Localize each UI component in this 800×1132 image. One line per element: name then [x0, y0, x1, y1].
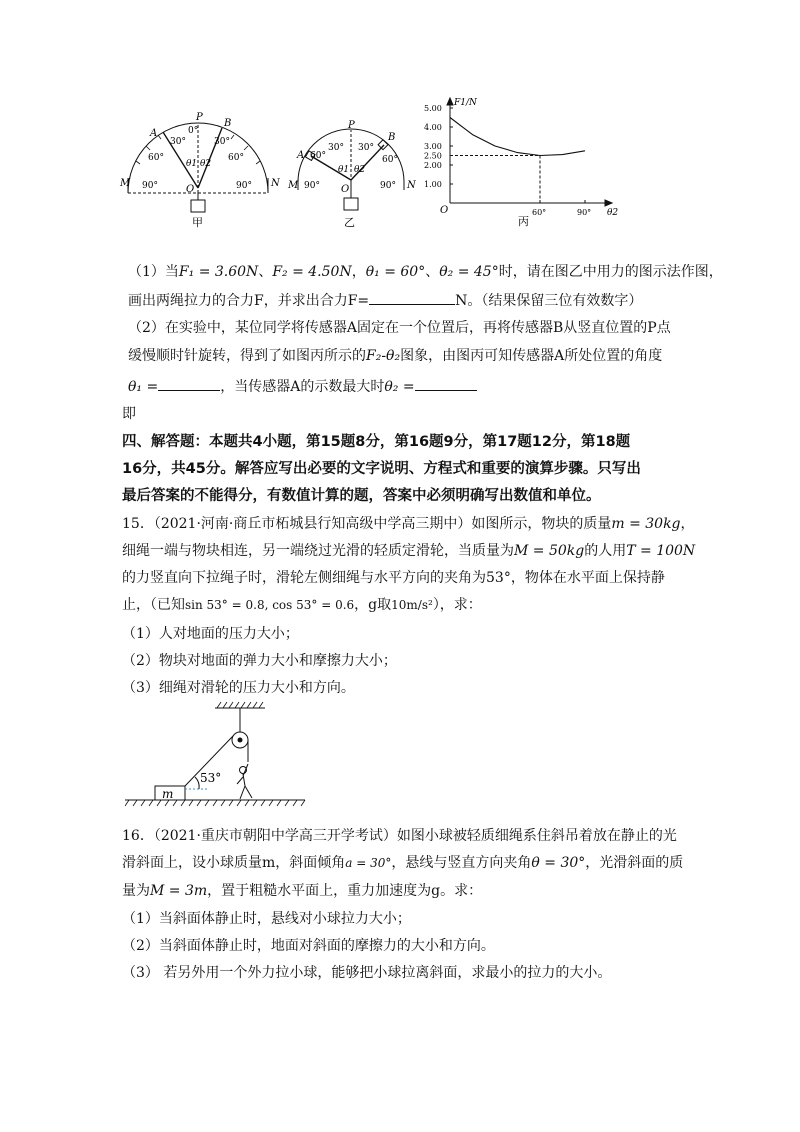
text: 的人用 — [584, 543, 627, 559]
label-M: M — [120, 178, 131, 189]
figure-yi — [286, 120, 416, 235]
chart-ytick-label: 4.00 — [424, 123, 442, 132]
label-A: A — [297, 150, 305, 161]
text: ），求： — [432, 597, 482, 613]
chart-xlabel: θ2 — [607, 208, 619, 218]
label-O: O — [341, 184, 350, 195]
q15-sub1: （1）人对地面的压力大小； — [122, 626, 299, 642]
formula-theta2: θ₂ = — [384, 379, 415, 395]
label-block-m: m — [162, 787, 174, 801]
q14-part1-line2 — [128, 290, 642, 311]
text: 画出两绳拉力的合力F，并求出合力F= — [128, 293, 370, 309]
formula-graph: F₂-θ₂ — [366, 348, 401, 364]
section4-line1: 四、解答题：本题共4小题，第15题8分，第16题9分，第17题12分，第18题 — [122, 434, 631, 450]
q16-line3 — [122, 881, 482, 901]
q15-line3 — [122, 568, 665, 588]
chart-series-line — [450, 118, 585, 156]
text: 止，（已知 — [122, 597, 185, 613]
label-30-right: 30° — [358, 143, 374, 153]
text: 图象，由图丙可知传感器A所处位置的角度 — [400, 348, 663, 364]
label-60-left: 60° — [148, 153, 164, 163]
caption-yi: 乙 — [344, 216, 355, 229]
q14-part2-line1: （2）在实验中，某位同学将传感器A固定在一个位置后，再将传感器B从竖直位置的P点 — [128, 320, 671, 336]
answer-blank-F[interactable] — [369, 290, 455, 305]
text: ， — [680, 516, 695, 532]
label-N: N — [407, 180, 416, 191]
text: 缓慢顺时针旋转，得到了如图丙所示的 — [128, 348, 366, 364]
label-30-left: 30° — [328, 143, 344, 153]
text: 、 — [425, 264, 440, 280]
chart-xtick-label: 90° — [577, 208, 592, 217]
figure-bing-chart — [420, 95, 620, 233]
label-theta2: θ2 — [354, 165, 366, 175]
chart-ylabel: F1/N — [454, 98, 477, 108]
text: 细绳一端与物块相连，另一端绕过光滑的轻质定滑轮，当质量为 — [122, 543, 514, 559]
text: ，物体在水平面上保持静 — [510, 570, 665, 586]
formula-angle: 53° — [486, 570, 511, 586]
label-P: P — [196, 112, 203, 123]
chart-origin: O — [440, 205, 449, 216]
label-60-left: 60° — [310, 151, 326, 161]
stray-char: 即 — [122, 406, 136, 422]
formula-theta1: θ₁ = 60° — [365, 264, 426, 280]
text: 的力竖直向下拉绳子时，滑轮左侧细绳与水平方向的夹角为 — [122, 570, 486, 586]
formula-F2: F₂ = 4.50N — [272, 264, 352, 280]
chart-ytick-label: 2.50 — [424, 151, 442, 161]
chart-ytick-label: 2.00 — [424, 161, 442, 170]
text: （1）当 — [128, 264, 179, 280]
label-zero: 0° — [188, 126, 199, 136]
q14-part2-line3 — [128, 376, 477, 397]
q16-line2 — [122, 853, 683, 873]
label-30-left: 30° — [170, 137, 186, 147]
text: ，光滑斜面的质 — [585, 855, 684, 871]
formula-incline-angle: a = 30° — [345, 856, 392, 870]
q16-line1: 16．（2021·重庆市朝阳中学高三开学考试）如图小球被轻质细绳系住斜吊着放在静止的光 — [122, 828, 677, 844]
q15-line4 — [122, 595, 482, 615]
label-theta1: θ1 — [338, 165, 350, 175]
answer-blank-theta1[interactable] — [158, 376, 220, 391]
label-90-left: 90° — [304, 181, 320, 191]
section4-line2: 16分，共45分。解答应写出必要的文字说明、方程式和重要的演算步骤。只写出 — [122, 461, 641, 477]
q15-sub3: （3）细绳对滑轮的压力大小和方向。 — [122, 680, 355, 696]
formula-theta1: θ₁ = — [128, 379, 159, 395]
chart-ytick-label: 5.00 — [424, 104, 442, 113]
figure-jia — [118, 108, 288, 233]
text: 量为 — [122, 883, 150, 899]
q15-sub2: （2）物块对地面的弹力大小和摩擦力大小； — [122, 653, 397, 669]
formula-mass-m: m = 30kg — [611, 516, 681, 532]
chart-ytick-label: 3.00 — [424, 142, 442, 151]
formula-mass-M: M = 3m — [150, 883, 208, 899]
label-B: B — [224, 118, 232, 129]
label-90-left: 90° — [142, 181, 158, 191]
formula-theta: θ = 30° — [531, 855, 586, 871]
label-60-right: 60° — [228, 153, 244, 163]
figure-pulley — [125, 700, 315, 810]
q16-sub2: （2）当斜面体静止时，地面对斜面的摩擦力的大小和方向。 — [122, 938, 495, 954]
label-90-right: 90° — [236, 181, 252, 191]
text: ， — [351, 264, 366, 280]
q14-part2-line2 — [128, 346, 662, 366]
q16-sub3: （3） 若另外用一个外力拉小球，能够把小球拉离斜面，求最小的拉力的大小。 — [122, 965, 612, 981]
label-90-right: 90° — [380, 181, 396, 191]
label-M: M — [288, 180, 299, 191]
formula-trig: sin 53° = 0.8, cos 53° = 0.6 — [185, 598, 355, 612]
text: ，当传感器A的示数最大时 — [220, 379, 385, 395]
text: 滑斜面上，设小球质量m，斜面倾角 — [122, 855, 346, 871]
formula-F1: F₁ = 3.60N — [178, 264, 259, 280]
q15-line1 — [122, 514, 695, 534]
text: 15．（2021·河南·商丘市柘城县行知高级中学高三期中）如图所示，物块的质量 — [122, 516, 612, 532]
label-O: O — [186, 184, 195, 195]
formula-g: 10m/s² — [391, 598, 433, 612]
label-B: B — [388, 132, 396, 143]
q15-line2 — [122, 541, 695, 561]
caption-jia: 甲 — [192, 216, 203, 229]
caption-bing: 丙 — [518, 215, 529, 228]
formula-tension: T = 100N — [626, 543, 696, 559]
label-N: N — [271, 178, 280, 189]
q16-sub1: （1）当斜面体静止时，悬线对小球拉力大小； — [122, 911, 411, 927]
formula-mass-M: M = 50kg — [514, 543, 585, 559]
label-angle-53: 53° — [200, 771, 222, 785]
text: 时，请在图乙中用力的图示法作图， — [498, 264, 723, 280]
q14-part1-line1 — [128, 262, 723, 282]
chart-ytick-label: 1.00 — [424, 180, 442, 189]
label-60-right: 60° — [382, 155, 398, 165]
label-A: A — [150, 128, 158, 139]
label-theta2: θ2 — [200, 159, 212, 169]
text: 、 — [258, 264, 273, 280]
text: ，g取 — [354, 597, 392, 613]
label-theta1: θ1 — [186, 159, 198, 169]
section4-line3: 最后答案的不能得分，有数值计算的题，答案中必须明确写出数值和单位。 — [122, 488, 601, 504]
chart-xtick-label: 60° — [532, 208, 547, 217]
formula-theta2: θ₂ = 45° — [439, 264, 499, 280]
label-30-right: 30° — [214, 137, 230, 147]
text: ，置于粗糙水平面上，重力加速度为g。求： — [207, 883, 483, 899]
text: ，悬线与竖直方向夹角 — [391, 855, 532, 871]
label-P: P — [348, 120, 355, 131]
answer-blank-theta2[interactable] — [415, 376, 477, 391]
text: N。（结果保留三位有效数字） — [455, 293, 643, 309]
